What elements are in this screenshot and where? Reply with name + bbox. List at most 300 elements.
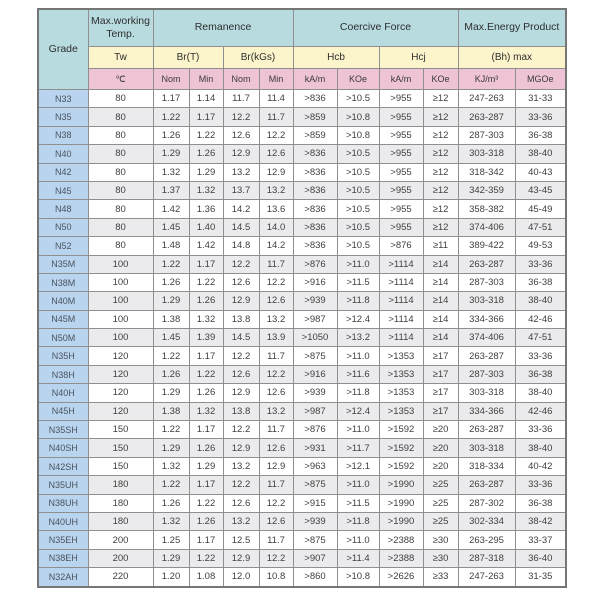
value-cell: 80 [88,145,153,163]
value-cell: 11.7 [259,421,293,439]
value-cell: 38-40 [515,384,566,402]
value-cell: >836 [293,145,337,163]
grade-cell: N40SH [38,439,88,457]
hcj-header: Hcj [379,47,458,69]
value-cell: 12.6 [259,384,293,402]
value-cell: >875 [293,531,337,549]
value-cell: 40-43 [515,163,566,181]
value-cell: >11.4 [337,549,379,567]
value-cell: 1.26 [189,292,223,310]
value-cell: >1353 [379,347,423,365]
value-cell: >12.4 [337,402,379,420]
value-cell: >916 [293,273,337,291]
table-row [38,292,566,310]
table-row [38,255,566,273]
grade-cell: N33 [38,90,88,108]
table-row [38,365,566,383]
value-cell: 1.22 [189,494,223,512]
unit-min-kgs: Min [259,69,293,90]
value-cell: 1.38 [153,402,189,420]
value-cell: 12.2 [259,126,293,144]
value-cell: 1.29 [153,384,189,402]
value-cell: 13.8 [223,402,259,420]
value-cell: >11.7 [337,439,379,457]
value-cell: ≥14 [423,255,458,273]
value-cell: >1114 [379,310,423,328]
grade-cell: N35EH [38,531,88,549]
value-cell: >10.5 [337,163,379,181]
value-cell: 150 [88,439,153,457]
max-energy-product-header: Max.Energy Product [458,9,566,47]
value-cell: >11.0 [337,531,379,549]
value-cell: ≥12 [423,90,458,108]
value-cell: 13.8 [223,310,259,328]
value-cell: >11.0 [337,476,379,494]
value-cell: 12.2 [223,255,259,273]
table-row [38,384,566,402]
value-cell: >836 [293,163,337,181]
value-cell: >955 [379,145,423,163]
value-cell: 302-334 [458,512,515,530]
value-cell: 318-342 [458,163,515,181]
value-cell: >10.5 [337,181,379,199]
value-cell: ≥20 [423,421,458,439]
value-cell: 1.17 [189,347,223,365]
table-row [38,347,566,365]
value-cell: >1114 [379,255,423,273]
value-cell: 1.42 [153,200,189,218]
table-row [38,218,566,236]
grade-cell: N40M [38,292,88,310]
grade-cell: N38 [38,126,88,144]
table-row [38,549,566,567]
value-cell: >1990 [379,512,423,530]
value-cell: 80 [88,163,153,181]
value-cell: 287-303 [458,126,515,144]
value-cell: 12.9 [223,384,259,402]
value-cell: >11.0 [337,255,379,273]
unit-hcj-koe: KOe [423,69,458,90]
value-cell: 120 [88,402,153,420]
table-row [38,476,566,494]
value-cell: 36-38 [515,126,566,144]
value-cell: 12.9 [223,549,259,567]
value-cell: 1.26 [153,365,189,383]
value-cell: 220 [88,568,153,587]
value-cell: 150 [88,457,153,475]
value-cell: 33-36 [515,108,566,126]
grade-cell: N45H [38,402,88,420]
value-cell: 11.7 [259,531,293,549]
value-cell: 12.2 [223,347,259,365]
value-cell: ≥25 [423,494,458,512]
grade-cell: N35UH [38,476,88,494]
value-cell: 11.7 [259,255,293,273]
value-cell: 13.6 [259,200,293,218]
value-cell: >1114 [379,292,423,310]
value-cell: 200 [88,531,153,549]
value-cell: >875 [293,476,337,494]
value-cell: 1.17 [189,531,223,549]
value-cell: >11.6 [337,365,379,383]
value-cell: ≥14 [423,329,458,347]
value-cell: >1114 [379,273,423,291]
value-cell: 287-302 [458,494,515,512]
table-row [38,181,566,199]
value-cell: 14.5 [223,218,259,236]
value-cell: ≥12 [423,163,458,181]
value-cell: >1353 [379,384,423,402]
table-row [38,310,566,328]
table-row [38,108,566,126]
table-row [38,273,566,291]
value-cell: ≥12 [423,181,458,199]
value-cell: 342-359 [458,181,515,199]
value-cell: ≥20 [423,457,458,475]
value-cell: >1592 [379,421,423,439]
table-row [38,439,566,457]
value-cell: >1592 [379,457,423,475]
table-row [38,568,566,587]
value-cell: ≥25 [423,476,458,494]
value-cell: >11.0 [337,347,379,365]
value-cell: 1.40 [189,218,223,236]
value-cell: 80 [88,108,153,126]
grade-cell: N40H [38,384,88,402]
value-cell: 38-40 [515,292,566,310]
value-cell: 12.6 [259,145,293,163]
value-cell: ≥30 [423,531,458,549]
value-cell: 1.25 [153,531,189,549]
value-cell: 80 [88,90,153,108]
value-cell: 150 [88,421,153,439]
grade-cell: N42SH [38,457,88,475]
value-cell: 180 [88,476,153,494]
value-cell: 1.14 [189,90,223,108]
value-cell: >11.8 [337,384,379,402]
value-cell: 1.26 [189,384,223,402]
value-cell: 12.2 [259,494,293,512]
value-cell: >963 [293,457,337,475]
value-cell: 13.2 [259,181,293,199]
value-cell: >955 [379,181,423,199]
value-cell: >939 [293,292,337,310]
value-cell: >1114 [379,329,423,347]
value-cell: 389-422 [458,237,515,255]
value-cell: 100 [88,292,153,310]
value-cell: 1.17 [153,90,189,108]
value-cell: 100 [88,255,153,273]
value-cell: 14.0 [259,218,293,236]
value-cell: 42-46 [515,310,566,328]
value-cell: 13.2 [223,457,259,475]
value-cell: 1.17 [189,421,223,439]
value-cell: 12.6 [259,292,293,310]
value-cell: 287-318 [458,549,515,567]
value-cell: 100 [88,329,153,347]
value-cell: 263-287 [458,347,515,365]
table-row [38,421,566,439]
table-body [38,90,566,587]
unit-kjm3: KJ/m³ [458,69,515,90]
unit-nom-kgs: Nom [223,69,259,90]
value-cell: 120 [88,384,153,402]
value-cell: ≥14 [423,292,458,310]
value-cell: >939 [293,512,337,530]
value-cell: >836 [293,90,337,108]
value-cell: 12.6 [259,512,293,530]
value-cell: 12.2 [223,476,259,494]
value-cell: 1.45 [153,218,189,236]
grade-cell: N50 [38,218,88,236]
value-cell: >876 [293,421,337,439]
value-cell: 1.32 [153,457,189,475]
remanence-header: Remanence [153,9,293,47]
value-cell: 11.7 [259,347,293,365]
value-cell: >10.8 [337,568,379,587]
value-cell: 1.29 [189,457,223,475]
grade-cell: N48 [38,200,88,218]
value-cell: 1.26 [153,494,189,512]
value-cell: >836 [293,218,337,236]
value-cell: 38-40 [515,439,566,457]
value-cell: 374-406 [458,329,515,347]
value-cell: >955 [379,126,423,144]
unit-mgoe: MGOe [515,69,566,90]
value-cell: 263-287 [458,421,515,439]
hcb-header: Hcb [293,47,379,69]
value-cell: 1.32 [189,181,223,199]
unit-celsius: ℃ [88,69,153,90]
value-cell: >860 [293,568,337,587]
grade-cell: N35M [38,255,88,273]
value-cell: >876 [379,237,423,255]
table-row [38,512,566,530]
value-cell: ≥17 [423,384,458,402]
table-row [38,494,566,512]
value-cell: >955 [379,218,423,236]
value-cell: >836 [293,200,337,218]
value-cell: >2388 [379,549,423,567]
grade-cell: N38M [38,273,88,291]
br-t-header: Br(T) [153,47,223,69]
value-cell: 1.22 [189,126,223,144]
value-cell: 263-287 [458,108,515,126]
value-cell: 11.7 [259,108,293,126]
value-cell: >10.8 [337,126,379,144]
grade-cell: N45M [38,310,88,328]
value-cell: 100 [88,310,153,328]
magnet-grade-table [37,8,567,588]
value-cell: 1.17 [189,476,223,494]
value-cell: 12.6 [259,439,293,457]
value-cell: >1990 [379,494,423,512]
value-cell: >955 [379,90,423,108]
value-cell: 1.08 [189,568,223,587]
value-cell: 180 [88,494,153,512]
header-group-row [38,9,566,47]
value-cell: 1.22 [153,421,189,439]
value-cell: 12.2 [259,273,293,291]
value-cell: 303-318 [458,292,515,310]
table-row [38,90,566,108]
value-cell: 11.4 [259,90,293,108]
value-cell: 1.20 [153,568,189,587]
value-cell: 42-46 [515,402,566,420]
value-cell: >987 [293,402,337,420]
value-cell: 1.29 [153,145,189,163]
value-cell: 1.26 [189,145,223,163]
value-cell: >11.8 [337,292,379,310]
tw-header: Tw [88,47,153,69]
table-row [38,126,566,144]
value-cell: 318-334 [458,457,515,475]
value-cell: 13.2 [259,402,293,420]
value-cell: 33-36 [515,476,566,494]
value-cell: 1.32 [153,163,189,181]
value-cell: 36-38 [515,494,566,512]
value-cell: 31-33 [515,90,566,108]
value-cell: 80 [88,181,153,199]
value-cell: 38-40 [515,145,566,163]
value-cell: ≥14 [423,273,458,291]
value-cell: 13.7 [223,181,259,199]
table-row [38,145,566,163]
grade-cell: N40 [38,145,88,163]
value-cell: 263-287 [458,476,515,494]
value-cell: >2388 [379,531,423,549]
grade-cell: N52 [38,237,88,255]
value-cell: 263-287 [458,255,515,273]
value-cell: 1.42 [189,237,223,255]
value-cell: 200 [88,549,153,567]
value-cell: 12.9 [259,163,293,181]
value-cell: 1.17 [189,255,223,273]
value-cell: 287-303 [458,365,515,383]
value-cell: >836 [293,181,337,199]
value-cell: >13.2 [337,329,379,347]
value-cell: 303-318 [458,439,515,457]
value-cell: 47-51 [515,329,566,347]
unit-hcb-koe: KOe [337,69,379,90]
grade-cell: N38EH [38,549,88,567]
value-cell: ≥33 [423,568,458,587]
value-cell: 33-36 [515,255,566,273]
value-cell: ≥25 [423,512,458,530]
value-cell: 100 [88,273,153,291]
bh-max-header: (Bh) max [458,47,566,69]
value-cell: 12.6 [223,273,259,291]
value-cell: 38-42 [515,512,566,530]
value-cell: 36-40 [515,549,566,567]
value-cell: 33-37 [515,531,566,549]
value-cell: ≥17 [423,365,458,383]
value-cell: 49-53 [515,237,566,255]
value-cell: 43-45 [515,181,566,199]
value-cell: 1.37 [153,181,189,199]
header-sub-row [38,47,566,69]
value-cell: 1.48 [153,237,189,255]
value-cell: ≥14 [423,310,458,328]
value-cell: >939 [293,384,337,402]
value-cell: 14.5 [223,329,259,347]
value-cell: 80 [88,218,153,236]
value-cell: ≥12 [423,108,458,126]
value-cell: 12.0 [223,568,259,587]
value-cell: 10.8 [259,568,293,587]
value-cell: ≥20 [423,439,458,457]
value-cell: ≥11 [423,237,458,255]
value-cell: 1.29 [189,163,223,181]
value-cell: 1.32 [189,310,223,328]
max-working-temp-header: Max.working Temp. [88,9,153,47]
unit-nom-t: Nom [153,69,189,90]
value-cell: 12.6 [223,365,259,383]
value-cell: >10.5 [337,237,379,255]
value-cell: 303-318 [458,145,515,163]
value-cell: ≥30 [423,549,458,567]
value-cell: 1.26 [153,273,189,291]
unit-min-t: Min [189,69,223,90]
grade-cell: N35H [38,347,88,365]
value-cell: >931 [293,439,337,457]
value-cell: >2626 [379,568,423,587]
value-cell: ≥12 [423,126,458,144]
value-cell: 11.7 [259,476,293,494]
table-row [38,237,566,255]
value-cell: >1990 [379,476,423,494]
value-cell: >907 [293,549,337,567]
value-cell: ≥12 [423,218,458,236]
value-cell: 1.29 [153,439,189,457]
value-cell: 1.39 [189,329,223,347]
grade-cell: N40UH [38,512,88,530]
value-cell: 12.6 [223,126,259,144]
unit-hcb-kam: kA/m [293,69,337,90]
value-cell: 12.2 [259,549,293,567]
value-cell: 13.2 [223,512,259,530]
value-cell: 40-42 [515,457,566,475]
value-cell: 11.7 [223,90,259,108]
value-cell: 12.5 [223,531,259,549]
value-cell: 14.8 [223,237,259,255]
value-cell: 303-318 [458,384,515,402]
value-cell: 12.9 [223,292,259,310]
grade-cell: N35 [38,108,88,126]
value-cell: 13.9 [259,329,293,347]
table-row [38,200,566,218]
coercive-force-header: Coercive Force [293,9,458,47]
value-cell: >859 [293,108,337,126]
value-cell: 13.2 [223,163,259,181]
value-cell: 12.2 [259,365,293,383]
value-cell: 1.29 [153,292,189,310]
value-cell: 47-51 [515,218,566,236]
value-cell: >955 [379,108,423,126]
value-cell: 12.6 [223,494,259,512]
value-cell: >915 [293,494,337,512]
value-cell: 80 [88,200,153,218]
value-cell: >11.0 [337,421,379,439]
value-cell: 1.29 [153,549,189,567]
value-cell: 287-303 [458,273,515,291]
value-cell: 45-49 [515,200,566,218]
value-cell: 334-366 [458,402,515,420]
value-cell: >11.5 [337,494,379,512]
value-cell: 12.9 [223,145,259,163]
value-cell: 1.32 [189,402,223,420]
value-cell: 13.2 [259,310,293,328]
